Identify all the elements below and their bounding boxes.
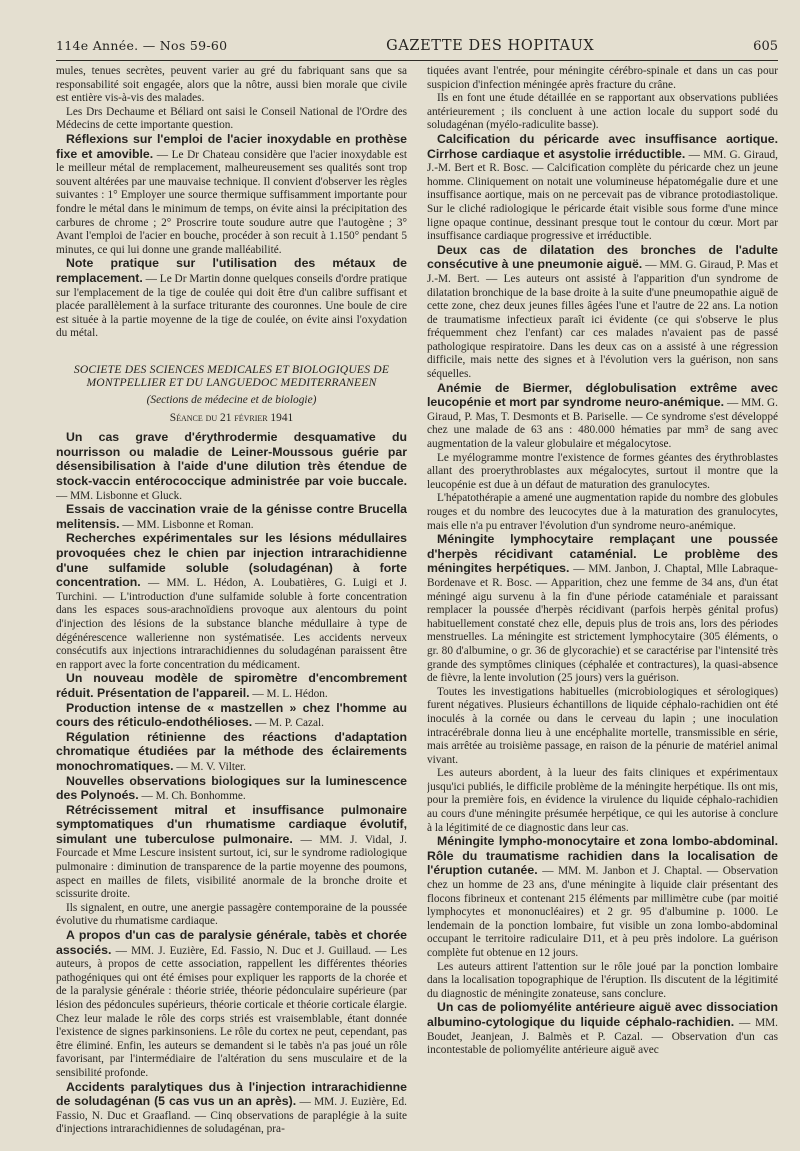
columns [56, 65, 778, 1145]
article-body: — MM. J. Euzière, Ed. Fassio, N. Duc et Graafland. — Cinq observations de paraplégie à la suite d'injections intrarachidiennes de soludagénan, pra- [56, 1096, 407, 1136]
article-body: — MM. G. Giraud, P. Mas et J.-M. Bert. — Les auteurs ont assisté à l'apparition d'un syndrome de dilatation bronchique de la base droite à la suite d'une pneumopathie aiguë de cette zone, chez deux jeunes filles âgées l'une et l'autre de 22 ans. La notion de traumatisme infectieux paraît ici évidente (ce qui s'observe le plus fréquemment chez l'enfant) car ces malades n'avaient pas de passé pathologique respiratoire. Dans les deux cas on a assisté à une régression difficile, mais nette des signes et à l'évolution vers la guérison, non sans séquelles. [427, 259, 778, 381]
article [427, 133, 778, 244]
article-body: — Le Dr Martin donne quelques conseils d'ordre pratique sur l'emplacement de la tige de coulée qui doit être d'un calibre suffisant et placée parallèlement à la surface triturante des couronnes. Une boule de cire est située à la partie moyenne de la tige de coulée, on évite ainsi l'oxydation du métal. [56, 272, 407, 340]
article-body: — M. Ch. Bonhomme. [138, 790, 246, 803]
article-title: Recherches expérimentales sur les lésions médullaires provoquées chez le chien par injection intrarachidienne d'une sulfamide soluble (soludagénan) à forte concentration. [56, 531, 407, 590]
article-body: — MM. Lisbonne et Roman. [119, 518, 254, 531]
session-date: Séance du 21 février 1941 [169, 411, 294, 424]
article [427, 835, 778, 960]
article [427, 382, 778, 452]
article-title: Un nouveau modèle de spiromètre d'encombrement réduit. Présentation de l'appareil. [56, 671, 407, 700]
article [427, 1001, 778, 1057]
society-subtitle: (Sections de médecine et de biologie) [146, 394, 317, 407]
article [427, 244, 778, 382]
paragraph: Les Drs Dechaume et Béliard ont saisi le Conseil National de l'Ordre des Médecins de cette importante question. [56, 105, 407, 132]
article [56, 257, 407, 341]
paragraph: Toutes les investigations habituelles (microbiologiques et sérologiques) furent négatives. Plusieurs échantillons de liquide céphalo-rachidien ont été inoculés à la cornée ou dans le cerveau du lapin ; une inoculation intracérébrale donna lieu à une encéphalite mortelle, transmissible en série, mais arrêtée au troisième passage, en raison de la pénurie de matériel animal vivant. [427, 685, 778, 766]
paragraph: L'hépatothérapie a amené une augmentation rapide du nombre des globules rouges et du nombre des leucocytes due à la maturation des granulocytes, mais elle n'a pu entraver l'évolution d'un syndrome neuro-anémique. [427, 492, 778, 532]
article [56, 929, 407, 1081]
article-body: — MM. M. Janbon et J. Chaptal. — Observation chez un homme de 23 ans, d'une méningite à liquide clair présentant des flocons fibrineux et contenant 215 éléments par millimètre cube (par moitié lymphocytes et mononucléaires) et 2 gr. 95 d'albumine p. 1000. Le lendemain de la ponction lombaire, fut visible un zona lombo-abdominal occupant le territoire radiculaire D11, et à peu près indolore. La guérison complète fut obtenue en 12 jours. [427, 865, 778, 959]
article-title: Rétrécissement mitral et insuffisance pulmonaire symptomatiques d'un rhumatisme cardiaque évolutif, simulant une tuberculose pulmonaire. [56, 802, 407, 846]
left-column [56, 65, 407, 1145]
article-body: — MM. J. Euzière, Ed. Fassio, N. Duc et J. Guillaud. — Les auteurs, à propos de cette association, rappellent les différentes théories pathogéniques qui ont été émises pour expliquer les rapports de la chorée et de la paralysie générale : théorie striée, théorie pédonculaire supérieure (par lésion des pédoncules supérieurs, théorie corticale et théorie corticale élargie. Chez leur malade le rôle des corps striés est vraisemblable, étant donnée l'existence de signes parkinsoniens. Le rôle du cortex ne peut, cependant, pas être éliminé. Enfin, les auteurs se demandent si le tabès n'a pas joué un rôle favorisant, par l'intermédiaire de l'altération du sens musculaire et de la sensibilité profonde. [56, 944, 407, 1079]
paragraph: Les auteurs attirent l'attention sur le rôle joué par la ponction lombaire dans la localisation topographique de l'éruption. Ils discutent de la légitimité du diagnostic de méningite zonateuse, sans conclure. [427, 960, 778, 1000]
paragraph: Ils signalent, en outre, une anergie passagère contemporaine de la poussée évolutive du rhumatisme cardiaque. [56, 901, 407, 928]
article [56, 431, 407, 503]
article [56, 672, 407, 701]
article-body: — MM. Janbon, J. Chaptal, Mlle Labraque-Bordenave et R. Bosc. — Apparition, chez une femme de 34 ans, d'un état méningé aigu survenu à la fin d'une période cataméniale et paraissant remplacer la poussée d'herpès récidivant (parfois herpès génital profus) habituellement constaté chez elle, depuis plus de trois ans, lors des périodes menstruelles. La méningite est strictement lymphocytaire (305 éléments, o gr. 80 d'albumine, o gr. 36 de glycorachie) et se caractérise par l'intensité très grande des symptômes cliniques (céphalée et contractures), la quasi-absence de fièvre, la lente involution (25 jours) vers la guérison. [427, 563, 778, 685]
article-body: — M. V. Vilter. [173, 760, 246, 773]
article-title: Un cas de poliomyélite antérieure aiguë avec dissociation albumino-cytologique du liquide céphalo-rachidien. [427, 1000, 778, 1029]
article-title: Accidents paralytiques dus à l'injection intrarachidienne de soludagénan (5 cas vus un an après). [56, 1079, 407, 1109]
header-rule [56, 60, 778, 61]
article-title: Réflexions sur l'emploi de l'acier inoxydable en prothèse fixe et amovible. [56, 131, 407, 161]
page-number: 605 [753, 39, 778, 54]
article-title: Calcification du péricarde avec insuffisance aortique. Cirrhose cardiaque et asystolie irréductible. [427, 131, 778, 161]
article-title: Méningite lymphocytaire remplaçant une poussée d'herpès récidivant cataménial. Le problème des méningites herpétiques. [427, 532, 778, 576]
article-title: Production intense de « mastzellen » chez l'homme au cours des réticulo-endothélioses. [56, 700, 407, 730]
issue-number: 114e Année. — Nos 59-60 [56, 38, 228, 53]
article [56, 503, 407, 532]
article-body: — M. P. Cazal. [252, 717, 324, 730]
article [56, 702, 407, 731]
paragraph: Ils en font une étude détaillée en se rapportant aux observations publiées antérieurement ; ils concluent à une action locale du support sodé du soludagénan (myélo-radiculite basse). [427, 92, 778, 132]
article [427, 533, 778, 686]
article-title: Essais de vaccination vraie de la génisse contre Brucella melitensis. [56, 502, 407, 531]
article [56, 804, 407, 902]
article-body: — M. L. Hédon. [249, 687, 328, 700]
article [56, 133, 407, 257]
article-body: — MM. L. Hédon, A. Loubatières, G. Luigi et J. Turchini. — L'introduction d'une sulfamide soluble à forte concentration dans les espaces sous-arachnoïdiens provoque aux alentours du point d'injection des lésions de la substance blanche médullaire à type de dégénérescence wallerienne non systématisée. Les accidents nerveux consécutifs aux injections intrarachidiennes du soludagénan paraissent être en rapport avec la forte concentration du médicament. [56, 577, 407, 671]
article-title: Note pratique sur l'utilisation des métaux de remplacement. [56, 256, 407, 285]
journal-title: GAZETTE DES HOPITAUX [386, 38, 595, 54]
right-column [427, 65, 778, 1145]
paragraph: Les auteurs abordent, à la lueur des faits cliniques et expérimentaux jusqu'ici publiés, le difficile problème de la méningite herpétique. Ils ont mis, pour la première fois, en évidence la virulence du liquide céphalo-rachidien au cours d'une méningite présumée herpétique, ce qui les autorise à conclure à la légitimité de ce diagnostic dans leur cas. [427, 767, 778, 834]
article-body: — MM. G. Giraud, J.-M. Bert et R. Bosc. — Calcification complète du péricarde chez un jeune homme. Cliniquement on notait une volumineuse hépatomégalie dure et une insuffisance aortique, mais on ne percevait pas de vibrance protodiastolique. Sur le cliché radiologique le péricarde était visible sous forme d'une mince ligne opaque continue, dessinant presque tout le contour du cœur. Mort par insuffisance cardiaque progressive et irréductible. [427, 148, 778, 243]
article-body: — MM. J. Vidal, J. Fourcade et Mme Lescure insistent surtout, ici, sur le syndrome radiologique pulmonaire : diminution de transparence de la partie moyenne des poumons, aspect en mailles de filets, visibilité anormale de la bronche droite et scissurite droite. [56, 833, 407, 901]
page-header [56, 38, 778, 58]
article-body: — Le Dr Chateau considère que l'acier inoxydable est le meilleur métal de remplacement, malheureusement ses qualités sont trop souvent altérées par une mauvaise technique. Il convient d'observer les règles suivantes : 1° Employer une source thermique suffisamment importante pour fondre le métal dans le minimum de temps, on évite ainsi la précipitation des carbures de chrome ; 2° Proscrire toute soudure autre que l'autogène ; 3° Avant l'emploi de l'acier en bouche, procéder à son recuit à 1.150° pendant 5 minutes, ce qui lui donne une grande malléabilité. [56, 148, 407, 256]
article [56, 731, 407, 775]
article-body: — MM. G. Giraud, P. Mas, T. Desmonts et B. Pariselle. — Ce syndrome s'est développé chez une malade de 63 ans : 480.000 hématies par mm³ de sang avec augmentation de la valeur globulaire et mégalocytose. [427, 397, 778, 451]
paragraph: tiquées avant l'entrée, pour méningite cérébro-spinale et dans un cas pour suspicion d'infection méningée après fracture du crâne. [427, 65, 778, 91]
article-title: A propos d'un cas de paralysie générale, tabès et chorée associés. [56, 928, 407, 957]
article-title: Régulation rétinienne des réactions d'adaptation chromatique étudiées par la méthode des éclairements monochromatiques. [56, 729, 407, 773]
article-body: — MM. Boudet, Jeanjean, J. Balmès et P. Cazal. — Observation d'un cas incontestable de poliomyélite antérieure aiguë avec [427, 1016, 778, 1057]
article-title: Méningite lympho-monocytaire et zona lombo-abdominal. Rôle du traumatisme rachidien dans la localisation de l'éruption cutanée. [427, 834, 778, 878]
article-title: Nouvelles observations biologiques sur la luminescence des Polynoés. [56, 773, 407, 803]
paragraph: Le myélogramme montre l'existence de formes géantes des érythroblastes allant des proerythroblastes aux mégalocytes, surtout il montre que la leucopénie est due à un défaut de maturation des granulocytes. [427, 451, 778, 491]
article [56, 775, 407, 804]
article [56, 1081, 407, 1137]
article-body: — MM. Lisbonne et Gluck. [56, 489, 183, 502]
article-title: Deux cas de dilatation des bronches de l'adulte consécutive à une pneumonie aiguë. [427, 242, 778, 272]
paragraph: mules, tenues secrètes, peuvent varier au gré du fabriquant sans que sa responsabilité soit engagée, alors que la nôtre, aussi bien morale que civile est entière vis-à-vis des malades. [56, 65, 407, 105]
article [56, 532, 407, 672]
article-title: Anémie de Biermer, déglobulisation extrême avec leucopénie et mort par syndrome neuro-anémique. [427, 380, 778, 410]
article-title: Un cas grave d'érythrodermie desquamative du nourrisson ou maladie de Leiner-Moussous guérie par désensibilisation à l'aide d'une dilution très étendue de stock-vaccin entérococcique administrée par voie buccale. [56, 430, 407, 489]
society-heading: SOCIETE DES SCIENCES MEDICALES ET BIOLOGIQUES DE MONTPELLIER ET DU LANGUEDOC MEDITERRANEEN [73, 362, 390, 390]
